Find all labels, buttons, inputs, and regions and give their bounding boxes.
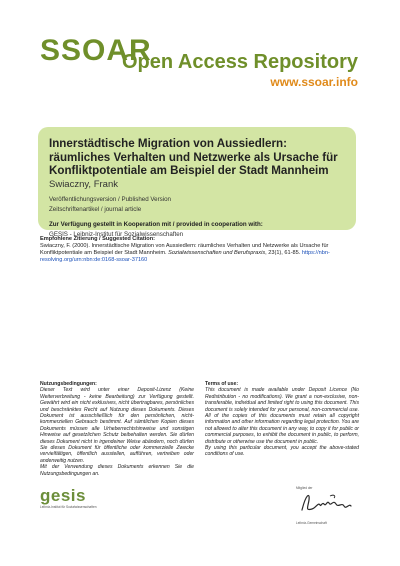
citation-journal: Sozialwissenschaften und Berufspraxis <box>168 250 266 256</box>
gesis-logo <box>40 487 100 513</box>
citation-text: Swiaczny, F. (2000). Innerstädtische Migration von Aussiedlern: räumliches Verhalten und Netzwerke als Ursache für Konfliktpotentiale am Beispiel der Stadt Mannheim. Sozialwissenschaften und Berufspraxis, 23(1), 61-85. https://nbn-resolving.org/urn:nbn:de:0168-ssoar-37160 <box>40 243 330 263</box>
terms-en-heading: Terms of use: <box>205 381 239 387</box>
citation-link[interactable]: https://nbn-resolving.org/urn:nbn:de:0168-ssoar-37160 <box>40 250 330 263</box>
cooperation-org: GESIS - Leibniz-Institut für Sozialwissenschaften <box>49 230 184 238</box>
leibniz-member-label: Mitglied der <box>296 486 313 490</box>
record-type: Zeitschriftenartikel / journal article <box>49 205 142 213</box>
terms-de-body: Dieser Text wird unter einer Deposit-Lizenz (Keine Weiterverbreitung - keine Bearbeitung) zur Verfügung gestellt. Gewährt wird ein nicht exklusives, nicht übertragbares, persönliches und beschränktes Recht auf Nutzung dieses Dokuments. Dieses Dokument ist ausschließlich für den persönlichen, nicht-kommerziellen Gebrauch bestimmt. Auf sämtlichen Kopien dieses Dokuments müssen alle Urheberrechtshinweise und sonstigen Hinweise auf gesetzlichen Schutz beibehalten werden. Sie dürfen dieses Dokument nicht in irgendeiner Weise abändern, noch dürfen Sie dieses Dokument für öffentliche oder kommerzielle Zwecke vervielfältigen, öffentlich ausstellen, aufführen, vertreiben oder anderweitig nutzen. <box>40 387 194 464</box>
terms-en-closing: By using this particular document, you accept the above-stated conditions of use. <box>205 445 359 458</box>
record-version: Veröffentlichungsversion / Published Version <box>49 195 171 203</box>
record-author: Swiaczny, Frank <box>49 178 118 190</box>
cooperation-label: Zur Verfügung gestellt in Kooperation mit / provided in cooperation with: <box>49 220 263 228</box>
gesis-logo-word: gesis <box>40 486 86 505</box>
leibniz-subtitle: Leibniz-Gemeinschaft <box>296 521 327 525</box>
terms-of-use-german <box>40 381 194 477</box>
citation-heading: Empfohlene Zitierung / Suggested Citation: <box>40 236 155 242</box>
ssoar-logo: SSOAR <box>40 34 152 67</box>
terms-de-heading: Nutzungsbedingungen: <box>40 381 97 387</box>
repository-title: Open Access Repository <box>121 51 358 73</box>
terms-en-body: This document is made available under Deposit Licence (No Redistribution - no modifications). We grant a non-exclusive, non-transferable, individual and limited right to using this document. This document is solely intended for your personal, non-commercial use. All of the copies of this documents must retain all copyright information and other information regarding legal protection. You are not allowed to alter this document in any way, to copy it for public or commercial purposes, to exhibit the document in public, to perform, distribute or otherwise use the document in public. <box>205 387 359 445</box>
leibniz-signature-icon <box>296 490 356 516</box>
gesis-logo-subtitle: Leibniz-Institut für Sozialwissenschaften <box>40 505 97 509</box>
repository-url[interactable]: www.ssoar.info <box>270 75 358 89</box>
leibniz-logo <box>296 486 356 526</box>
terms-of-use-english <box>205 381 359 458</box>
record-box <box>38 127 356 238</box>
suggested-citation <box>40 236 358 264</box>
record-title: Innerstädtische Migration von Aussiedlern: räumliches Verhalten und Netzwerke als Ursache für Konfliktpotentiale am Beispiel der Stadt Mannheim <box>49 137 338 177</box>
terms-de-closing: Mit der Verwendung dieses Dokuments erkennen Sie die Nutzungsbedingungen an. <box>40 464 194 477</box>
